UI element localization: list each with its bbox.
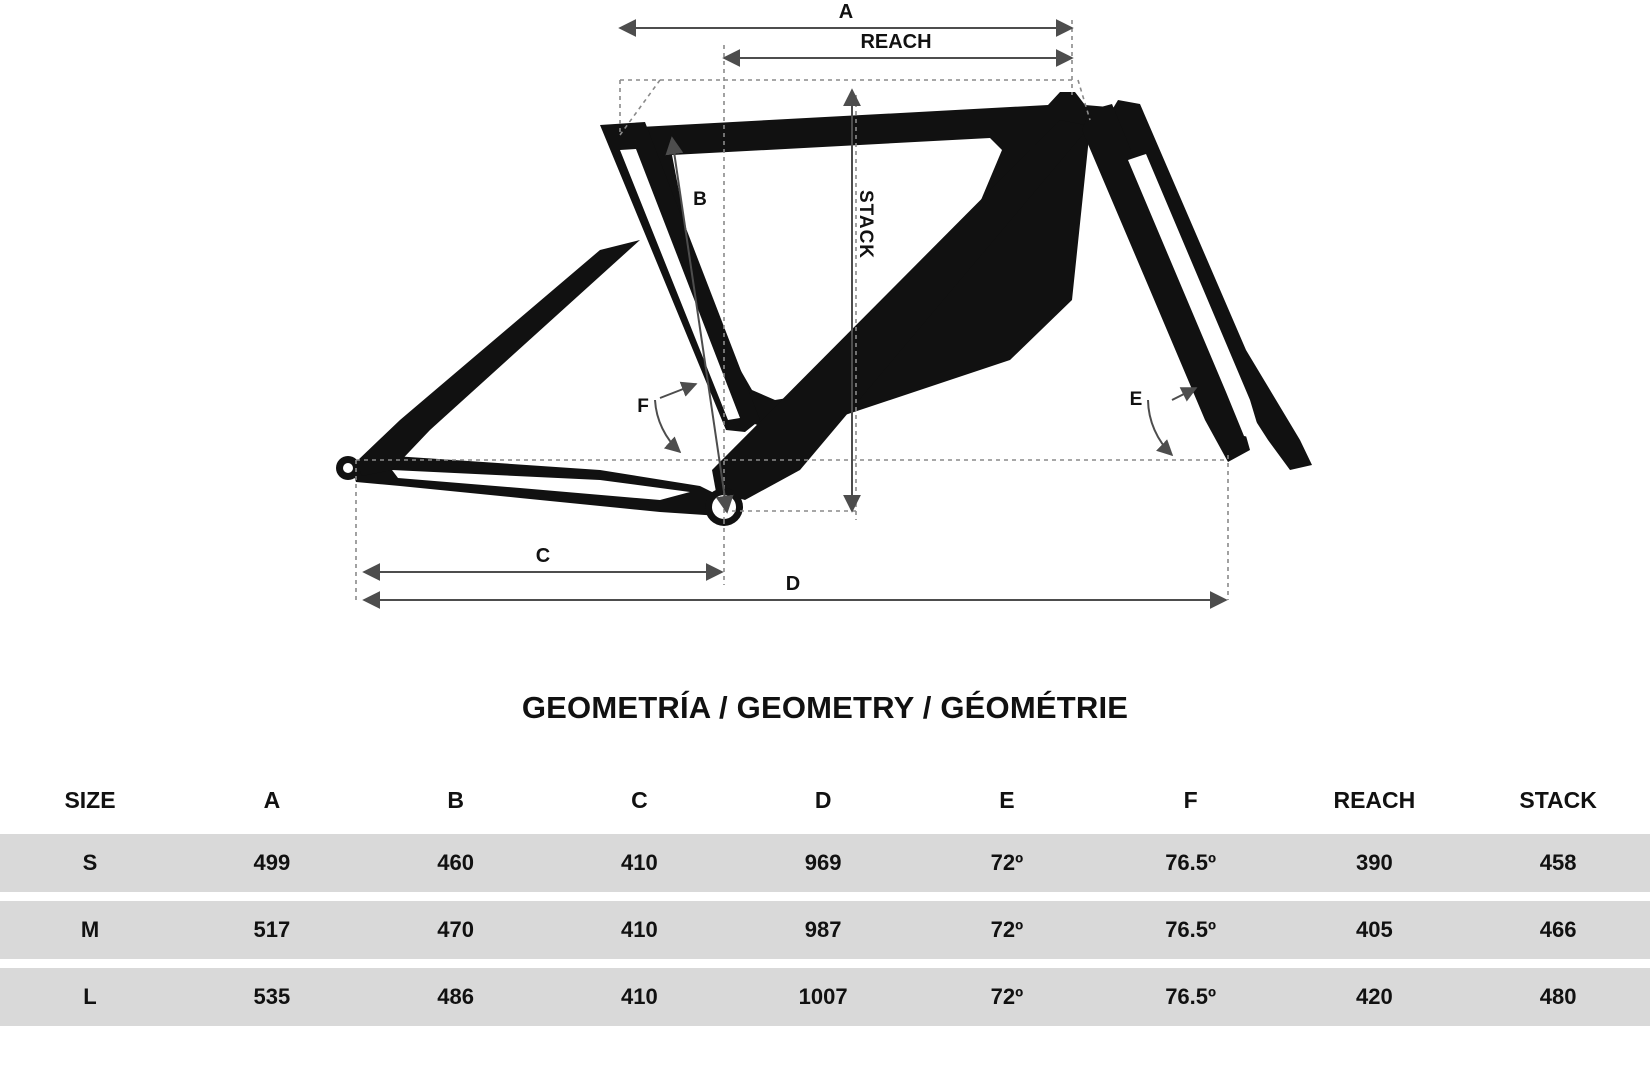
dimension-a: [620, 1, 1072, 28]
cell-reach: 420: [1356, 984, 1393, 1009]
cell-e: 72º: [990, 984, 1024, 1009]
dimension-label-reach: REACH: [860, 31, 932, 53]
cell-b: 460: [437, 850, 474, 875]
cell-d: 987: [804, 917, 842, 942]
cell-reach: 405: [1356, 917, 1393, 942]
column-header-stack: STACK: [1519, 787, 1597, 813]
cell-a: 499: [253, 850, 291, 875]
column-header-size: SIZE: [64, 787, 116, 813]
cell-f: 76.5º: [1165, 984, 1217, 1009]
dimension-label-b: B: [693, 189, 707, 210]
table-row: [0, 968, 1650, 1026]
dimension-label-c: C: [535, 545, 551, 567]
dimension-label-f: F: [637, 396, 649, 417]
cell-stack: 466: [1539, 917, 1577, 942]
dimension-label-d: D: [785, 573, 801, 595]
table-body: [0, 834, 1650, 1026]
dimension-label-e: E: [1129, 389, 1143, 410]
table-row-spacer: [0, 892, 1650, 901]
table-row-spacer: [0, 959, 1650, 968]
cell-c: 410: [621, 984, 658, 1009]
cell-stack: 458: [1539, 850, 1577, 875]
column-header-c: C: [631, 787, 648, 813]
dimension-c: [364, 545, 722, 572]
cell-reach: 390: [1356, 850, 1393, 875]
bike-frame-silhouette: [336, 92, 1312, 526]
column-header-f: F: [1183, 787, 1198, 813]
column-header-reach: REACH: [1333, 787, 1416, 813]
dimension-d: [364, 573, 1226, 600]
geometry-title: GEOMETRÍA / GEOMETRY / GÉOMÉTRIE: [521, 690, 1129, 725]
dimension-e: [1130, 388, 1196, 455]
column-header-d: D: [814, 787, 832, 813]
cell-a: 535: [253, 984, 291, 1009]
cell-d: 1007: [798, 984, 848, 1009]
cell-f: 76.5º: [1165, 850, 1217, 875]
table-row: [0, 834, 1650, 892]
dimension-label-stack: STACK: [855, 190, 876, 260]
cell-e: 72º: [990, 917, 1024, 942]
dimension-label-a: A: [838, 1, 854, 23]
cell-size: S: [82, 850, 98, 875]
cell-c: 410: [621, 850, 658, 875]
cell-c: 410: [621, 917, 658, 942]
dimension-reach: [724, 31, 1072, 58]
column-header-e: E: [999, 787, 1015, 813]
cell-a: 517: [253, 917, 291, 942]
column-header-a: A: [263, 787, 281, 813]
spacer-cell: [0, 892, 1650, 901]
cell-f: 76.5º: [1165, 917, 1217, 942]
table-header: [0, 775, 1650, 834]
cell-d: 969: [804, 850, 842, 875]
cell-size: M: [80, 917, 100, 942]
column-header-b: B: [447, 787, 464, 813]
cell-b: 486: [437, 984, 474, 1009]
cell-size: L: [83, 984, 97, 1009]
spacer-cell: [0, 959, 1650, 968]
table-row: [0, 901, 1650, 959]
cell-e: 72º: [990, 850, 1024, 875]
cell-stack: 480: [1539, 984, 1577, 1009]
cell-b: 470: [437, 917, 474, 942]
geometry-table: [0, 775, 1650, 1026]
dimension-f: [637, 384, 696, 452]
table-header-row: [0, 775, 1650, 834]
geometry-table-wrap: [0, 775, 1650, 1026]
